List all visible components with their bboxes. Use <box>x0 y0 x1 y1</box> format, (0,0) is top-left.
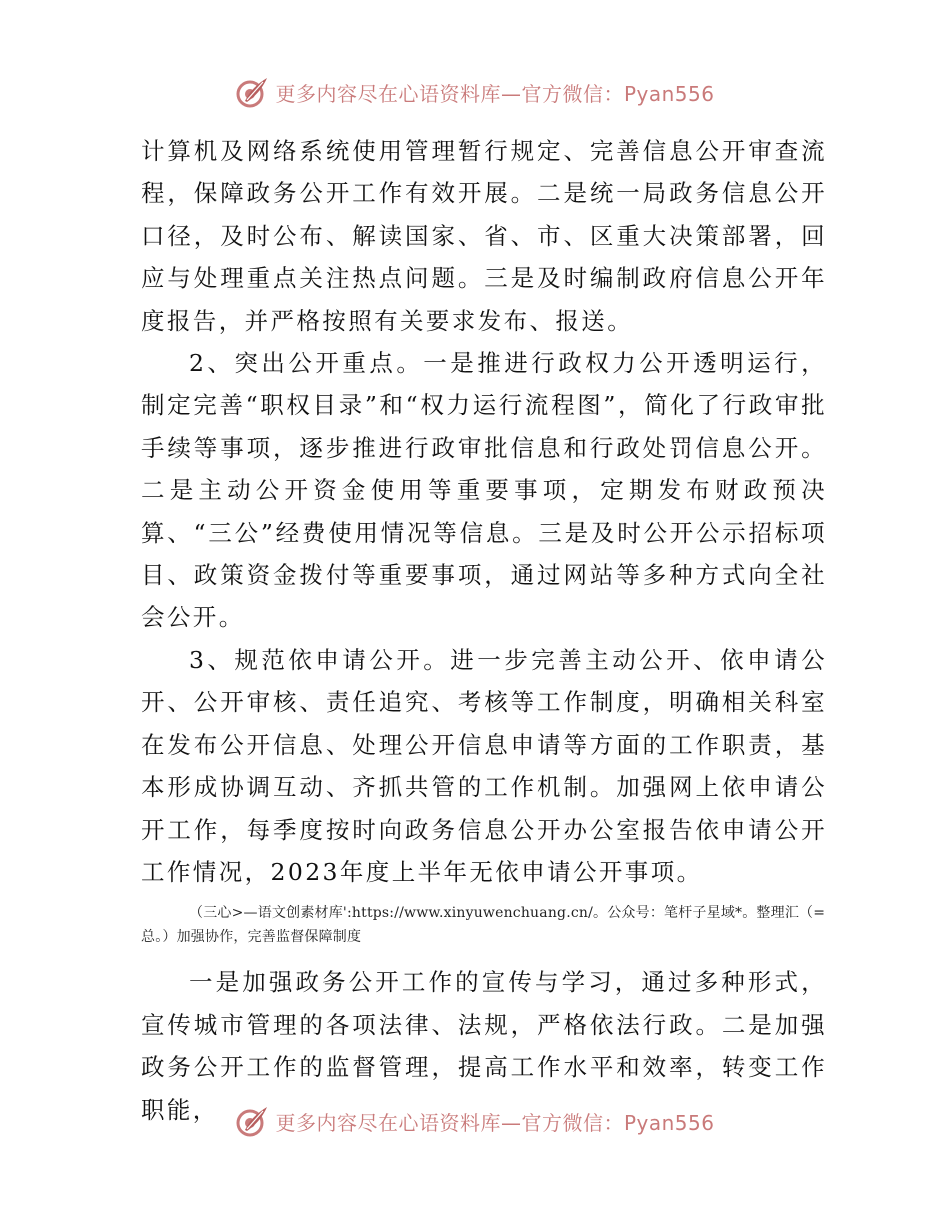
document-body <box>141 130 827 1131</box>
feather-logo-icon <box>235 75 269 109</box>
paragraph-4: 一是加强政务公开工作的宣传与学习，通过多种形式，宣传城市管理的各项法律、法规，严格依法行政。二是加强政务公开工作的监督管理，提高工作水平和效率，转变工作职能， <box>141 968 827 1124</box>
footer-watermark <box>0 1101 950 1141</box>
watermark-text: 更多内容尽在心语资料库—官方微信：Pyan556 <box>275 1110 715 1135</box>
paragraph-2: 2、突出公开重点。一是推进行政权力公开透明运行，制定完善“职权目录”和“权力运行流程图”，简化了行政审批手续等事项，逐步推进行政审批信息和行政处罚信息公开。二是主动公开资金使用等重要事项，定期发布财政预决算、“三公”经费使用情况等信息。三是及时公开公示招标项目、政策资金拨付等重要事项，通过网站等多种方式向全社会公开。 <box>141 349 827 632</box>
source-note: （三心>—语文创素材库':https://www.xinyuwenchuang.cn/。公众号：笔杆子星域*。整理汇（=总。）加强协作，完善监督保障制度 <box>141 905 826 946</box>
feather-logo-icon <box>235 1104 269 1138</box>
paragraph-1: 计算机及网络系统使用管理暂行规定、完善信息公开审查流程，保障政务公开工作有效开展。二是统一局政务信息公开口径，及时公布、解读国家、省、市、区重大决策部署，回应与处理重点关注热点问题。三是及时编制政府信息公开年度报告，并严格按照有关要求发布、报送。 <box>141 137 827 335</box>
header-watermark <box>0 72 950 112</box>
paragraph-3: 3、规范依申请公开。进一步完善主动公开、依申请公开、公开审核、责任追究、考核等工作制度，明确相关科室在发布公开信息、处理公开信息申请等方面的工作职责，基本形成协调互动、齐抓共管的工作机制。加强网上依申请公开工作，每季度按时向政务信息公开办公室报告依申请公开工作情况，2023年度上半年无依申请公开事项。 <box>141 645 827 886</box>
watermark-text: 更多内容尽在心语资料库—官方微信：Pyan556 <box>275 81 715 106</box>
